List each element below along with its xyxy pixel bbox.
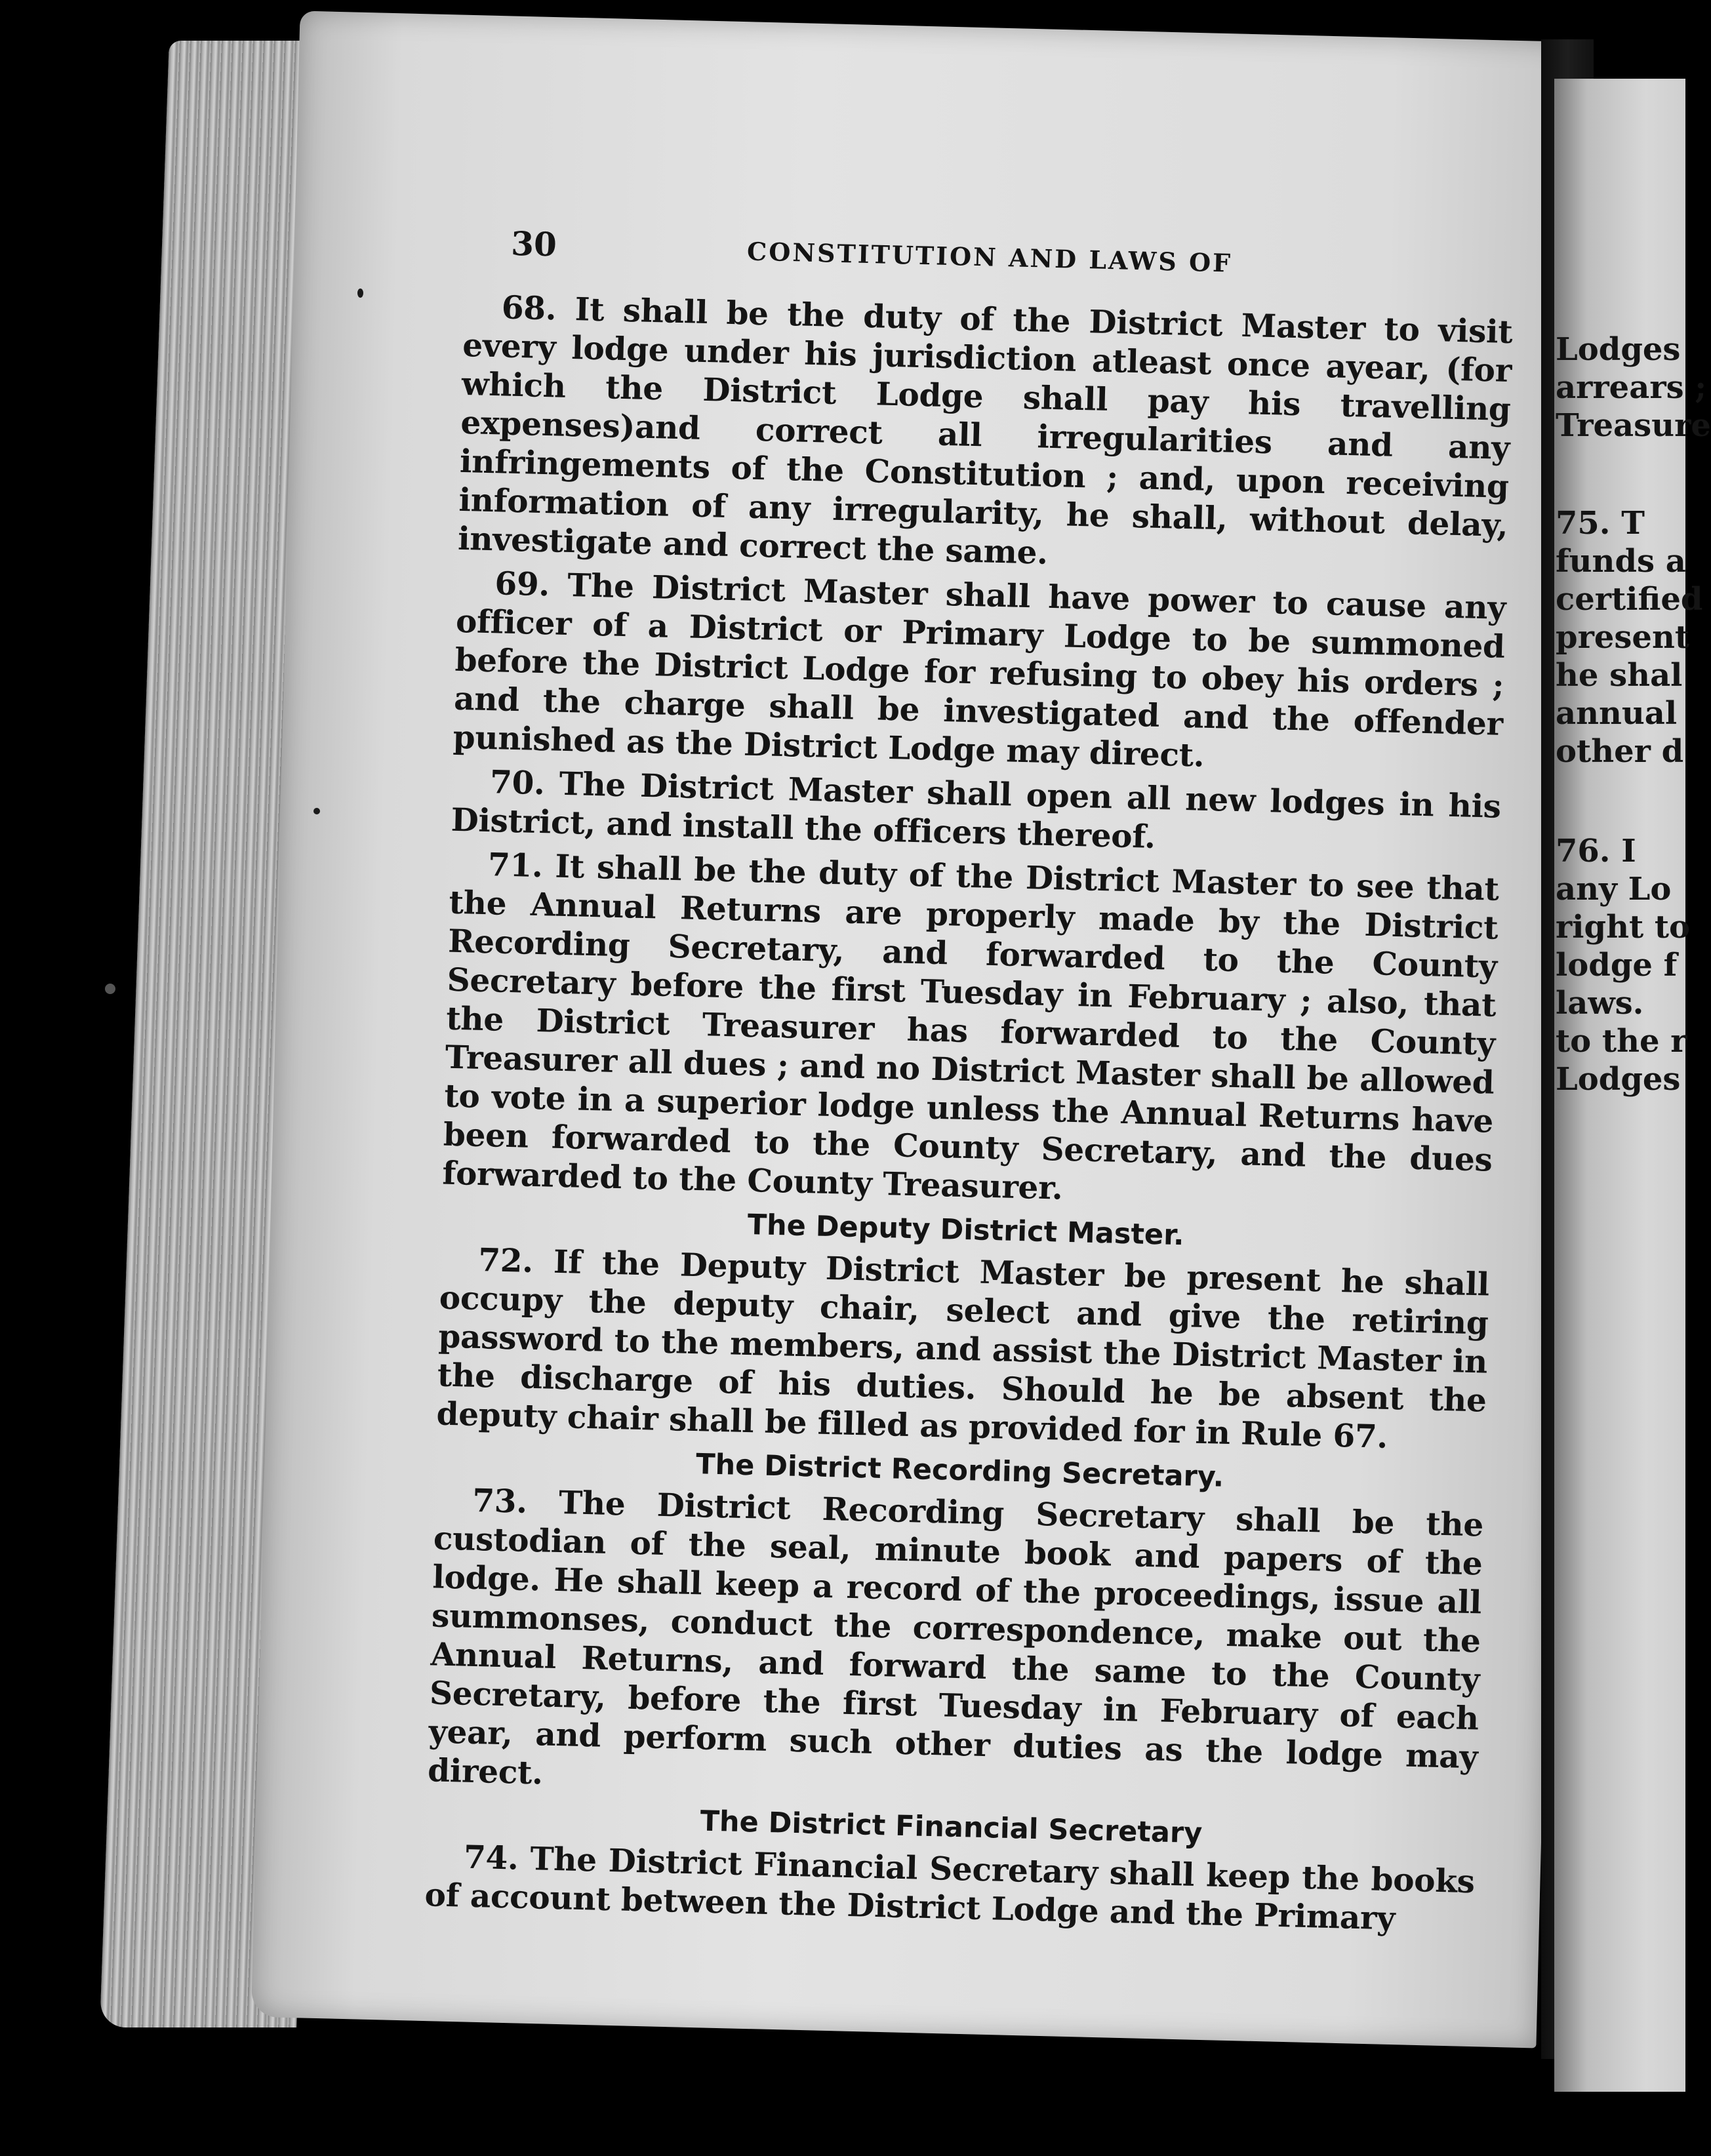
ink-speck [313,808,320,814]
rule-paragraph: 73. The District Recording Secretary shall be the custodian of the seal, minute book and papers of the lodge. He shall keep a record of the proceedings, issue all summonses, conduct the correspondence, make out the Annual Returns, and forward the same to the County Secretary, before the first Tuesday in February of each year, and perform such other duties as the lodge may direct. [427,1481,1484,1792]
facing-page-fragment: laws. [1556,985,1644,1022]
facing-page-fragment: funds a [1556,543,1686,580]
body-text [424,287,1513,1940]
section-heading: The Deputy District Master. [747,1208,1185,1252]
facing-page-fragment: certified [1556,581,1703,618]
facing-page-fragment: lodge f [1556,947,1678,984]
facing-page-fragment: Lodges [1556,331,1681,368]
section-heading: The District Financial Secretary [700,1805,1203,1850]
facing-page-fragment: 75. T [1556,505,1645,542]
facing-page-fragment: other d [1556,733,1684,770]
facing-page-fragment: right to [1556,909,1691,946]
page-number: 30 [510,224,557,264]
facing-page-fragment: arrears ; [1556,369,1707,406]
facing-page-fragment: any Lo [1556,871,1672,908]
page-text-block [424,223,1515,1945]
facing-page [1554,79,1711,2092]
rule-paragraph: 68. It shall be the duty of the District Master to visit every lodge under his jurisdiction atleast once ayear, (for which the District Lodge shall pay his travelling expenses)and correct all irregularities and any infringements of the Constitution ; and, upon receiving information of any irregularity, he shall, without delay, investigate and correct the same. [457,289,1514,572]
rule-paragraph: 69. The District Master shall have power to cause any officer of a District or Primary Lodge to be summoned before the District Lodge for refusing to obey his orders ; and the charge shall be investigated and the offender punished as the District Lodge may direct. [453,565,1506,774]
section-heading: The District Recording Secretary. [695,1448,1224,1494]
rule-paragraph: 74. The District Financial Secretary shall keep the books of account between the District Lodge and the Primary [424,1838,1476,1938]
facing-page-fragment: to the r [1556,1023,1687,1060]
facing-page-fragment: he shal [1556,657,1683,694]
rule-paragraph: 71. It shall be the duty of the District Master to see that the Annual Returns are properly made by the District Recording Secretary, and forwarded to the County Secretary before the first Tuesday in February ; also, that the District Treasurer has forwarded to the County Treasurer all dues ; and no District Master shall be allowed to vote in a superior lodge unless the Annual Returns have been forwarded to the County Secretary, and the dues forwarded to the County Treasurer. [441,846,1500,1207]
facing-page-fragment: annual [1556,695,1678,732]
rule-paragraph: 70. The District Master shall open all new lodges in his District, and install the officers thereof. [451,763,1502,856]
facing-page-fragment: Lodges [1556,1061,1681,1098]
rule-paragraph: 72. If the Deputy District Master be present he shall occupy the deputy chair, select and give the retiring password to the members, and assist the District Master in the discharge of his duties. Should he be absent the deputy chair shall be filled as provided for in Rule 67. [435,1241,1490,1456]
facing-page-fragment: 76. I [1556,833,1636,869]
facing-page-fragment: present [1556,619,1690,656]
ink-speck [357,289,363,298]
running-head-title: CONSTITUTION AND LAWS OF [746,236,1233,278]
facing-page-fragment: Treasure [1556,407,1711,444]
ink-speck [105,984,115,994]
